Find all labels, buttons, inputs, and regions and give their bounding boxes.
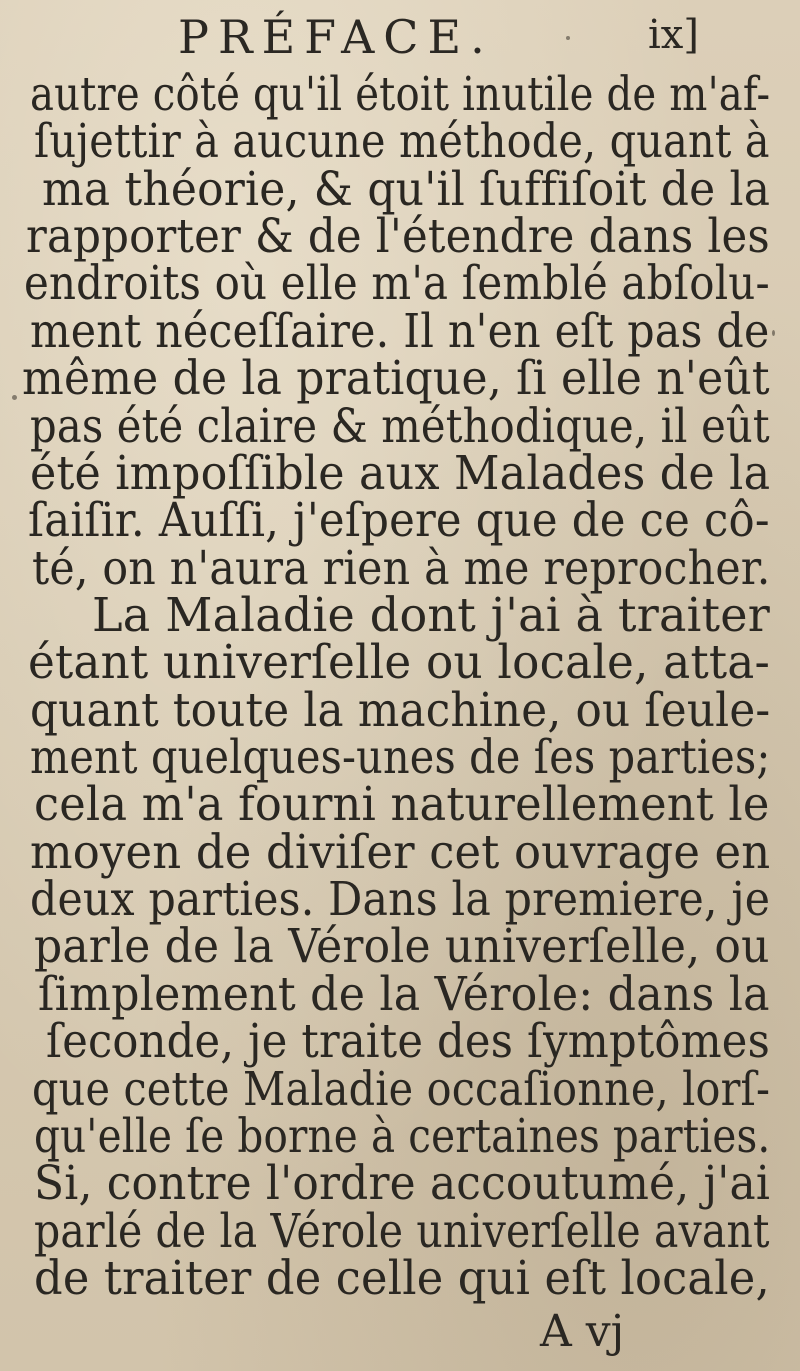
text-line: ſujettir à aucune méthode, quant à	[34, 114, 770, 169]
text-line: ment néceſſaire. Il n'en eſt pas de	[30, 304, 770, 359]
text-line: autre côté qu'il étoit inutile de m'af-	[30, 67, 771, 122]
text-line: La Maladie dont j'ai à traiter	[92, 588, 770, 643]
text-line: rapporter & de l'étendre dans les	[26, 209, 770, 264]
text-line: cela m'a fourni naturellement le	[34, 777, 770, 832]
text-line: parlé de la Vérole univerſelle avant	[34, 1204, 770, 1259]
text-line: parle de la Vérole univerſelle, ou	[34, 919, 770, 974]
text-line: quant toute la machine, ou ſeule-	[30, 683, 771, 738]
text-line: ſeconde, je traite des ſymptômes	[46, 1014, 770, 1069]
text-line: même de la pratique, ſi elle n'eût	[22, 351, 770, 406]
text-line: qu'elle ſe borne à certaines parties.	[34, 1109, 771, 1164]
text-line: deux parties. Dans la premiere, je	[30, 872, 771, 927]
text-line: été impoſſible aux Malades de la	[30, 446, 771, 501]
page-header	[0, 10, 800, 70]
text-line: té, on n'aura rien à me reprocher.	[32, 541, 771, 596]
ink-speck	[566, 36, 570, 40]
text-line: ſimplement de la Vérole: dans la	[38, 967, 770, 1022]
signature-mark: A vj	[540, 1306, 625, 1357]
text-line: moyen de diviſer cet ouvrage en	[30, 825, 771, 880]
text-line: ſaiſir. Auſſi, j'eſpere que de ce cô-	[28, 493, 770, 548]
page-number: ix]	[648, 12, 699, 58]
text-line: ment quelques-unes de ſes parties;	[30, 730, 771, 785]
running-title: PRÉFACE.	[178, 10, 494, 64]
text-line: endroits où elle m'a ſemblé abſolu-	[24, 256, 770, 311]
text-line: que cette Maladie occaſionne, lorſ-	[32, 1062, 771, 1117]
ink-speck	[772, 330, 775, 336]
text-line: étant univerſelle ou locale, atta-	[28, 635, 770, 690]
text-line: de traiter de celle qui eſt locale,	[34, 1251, 770, 1306]
ink-speck	[12, 395, 17, 400]
text-line: pas été claire & méthodique, il eût	[30, 399, 770, 454]
text-line: ma théorie, & qu'il ſuffiſoit de la	[42, 162, 771, 217]
text-line: Si, contre l'ordre accoutumé, j'ai	[34, 1156, 771, 1211]
